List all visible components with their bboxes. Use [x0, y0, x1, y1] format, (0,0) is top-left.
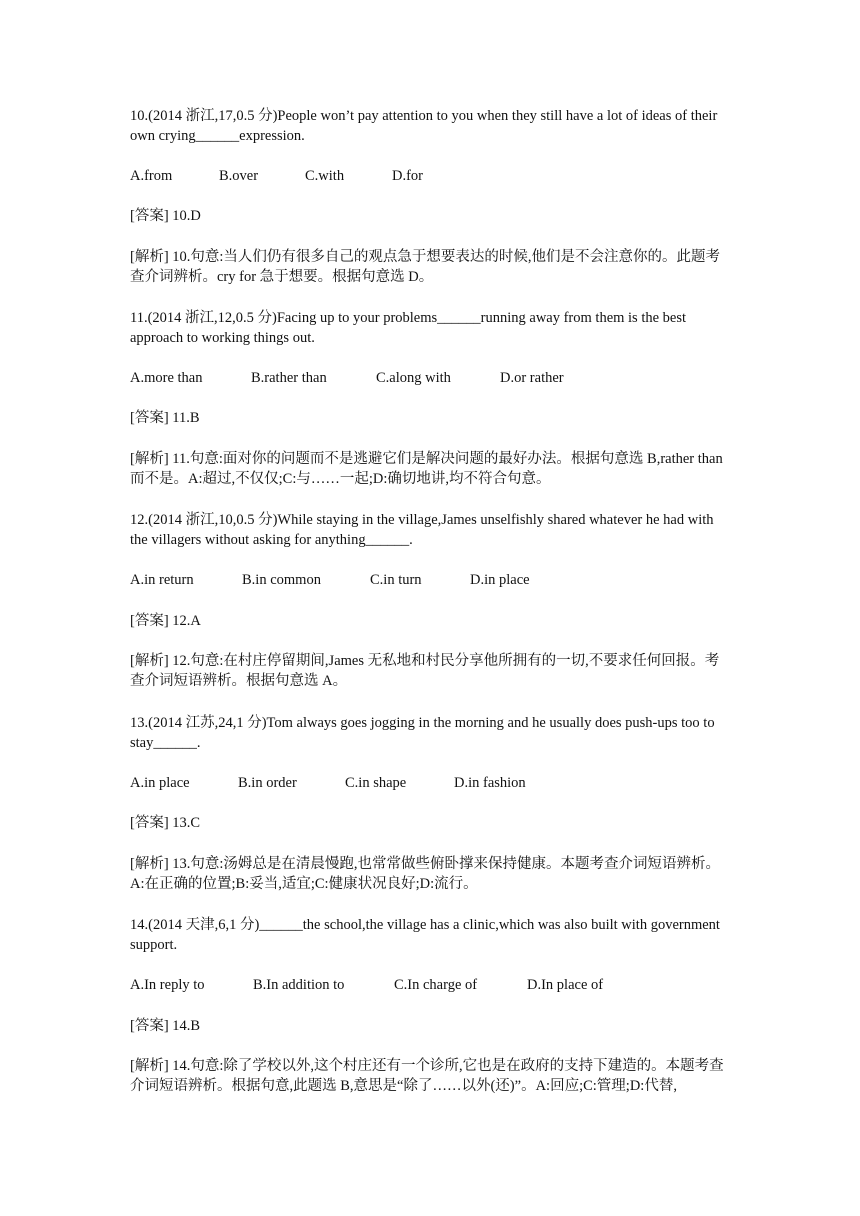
- option-b: B.rather than: [251, 370, 327, 386]
- option-c: C.In charge of: [394, 977, 478, 993]
- option-d: D.for: [392, 168, 424, 184]
- question-10-stem: 10.(2014 浙江,17,0.5 分)People won’t pay attention to you when they still have a lot of ideas of their own crying______expression.: [130, 108, 718, 144]
- option-b: B.In addition to: [253, 977, 345, 993]
- question-11-options: [130, 368, 564, 388]
- option-c: C.in turn: [370, 572, 422, 588]
- question-12-stem: 12.(2014 浙江,10,0.5 分)While staying in the village,James unselfishly shared whatever he had with the villagers without asking for anything______.: [130, 512, 714, 548]
- option-d: D.In place of: [527, 977, 604, 993]
- question-14-answer: [答案] 14.B: [130, 1018, 201, 1034]
- question-10-answer: [答案] 10.D: [130, 208, 201, 224]
- question-12-answer: [答案] 12.A: [130, 613, 201, 629]
- option-b: B.in common: [242, 572, 321, 588]
- option-d: D.in fashion: [454, 775, 526, 791]
- option-a: A.more than: [130, 370, 203, 386]
- option-c: C.along with: [376, 370, 451, 386]
- option-c: C.in shape: [345, 775, 407, 791]
- question-13-analysis: [解析] 13.句意:汤姆总是在清晨慢跑,也常常做些俯卧撑来保持健康。本题考查介词短语辨析。A:在正确的位置;B:妥当,适宜;C:健康状况良好;D:流行。: [130, 856, 721, 892]
- question-12-analysis: [解析] 12.句意:在村庄停留期间,James 无私地和村民分享他所拥有的一切,不要求任何回报。考查介词短语辨析。根据句意选 A。: [130, 653, 720, 689]
- option-b: B.over: [219, 168, 259, 184]
- question-13-stem: 13.(2014 江苏,24,1 分)Tom always goes jogging in the morning and he usually does push-ups too to stay______.: [130, 715, 715, 751]
- option-d: D.or rather: [500, 370, 564, 386]
- question-14-analysis: [解析] 14.句意:除了学校以外,这个村庄还有一个诊所,它也是在政府的支持下建造的。本题考查介词短语辨析。根据句意,此题选 B,意思是“除了……以外(还)”。A:回应;C:管理;D:代替,: [130, 1058, 724, 1094]
- question-10-analysis: [解析] 10.句意:当人们仍有很多自己的观点急于想要表达的时候,他们是不会注意你的。此题考查介词辨析。cry for 急于想要。根据句意选 D。: [130, 249, 721, 285]
- option-a: A.In reply to: [130, 977, 205, 993]
- question-11-analysis: [解析] 11.句意:面对你的问题而不是逃避它们是解决问题的最好办法。根据句意选 B,rather than 而不是。A:超过,不仅仅;C:与……一起;D:确切地讲,均不符合句意。: [130, 451, 723, 487]
- question-14-stem: 14.(2014 天津,6,1 分)______the school,the village has a clinic,which was also built with government support.: [130, 917, 720, 953]
- question-11-stem: 11.(2014 浙江,12,0.5 分)Facing up to your problems______running away from them is the best approach to working things out.: [130, 310, 687, 346]
- option-b: B.in order: [238, 775, 297, 791]
- question-13-options: [130, 773, 526, 793]
- question-10-options: [130, 166, 423, 186]
- question-12-options: [130, 570, 530, 590]
- option-d: D.in place: [470, 572, 530, 588]
- option-a: A.in place: [130, 775, 190, 791]
- option-a: A.from: [130, 168, 173, 184]
- question-13-answer: [答案] 13.C: [130, 815, 201, 831]
- option-a: A.in return: [130, 572, 194, 588]
- question-11-answer: [答案] 11.B: [130, 410, 200, 426]
- option-c: C.with: [305, 168, 345, 184]
- question-14-options: [130, 975, 603, 995]
